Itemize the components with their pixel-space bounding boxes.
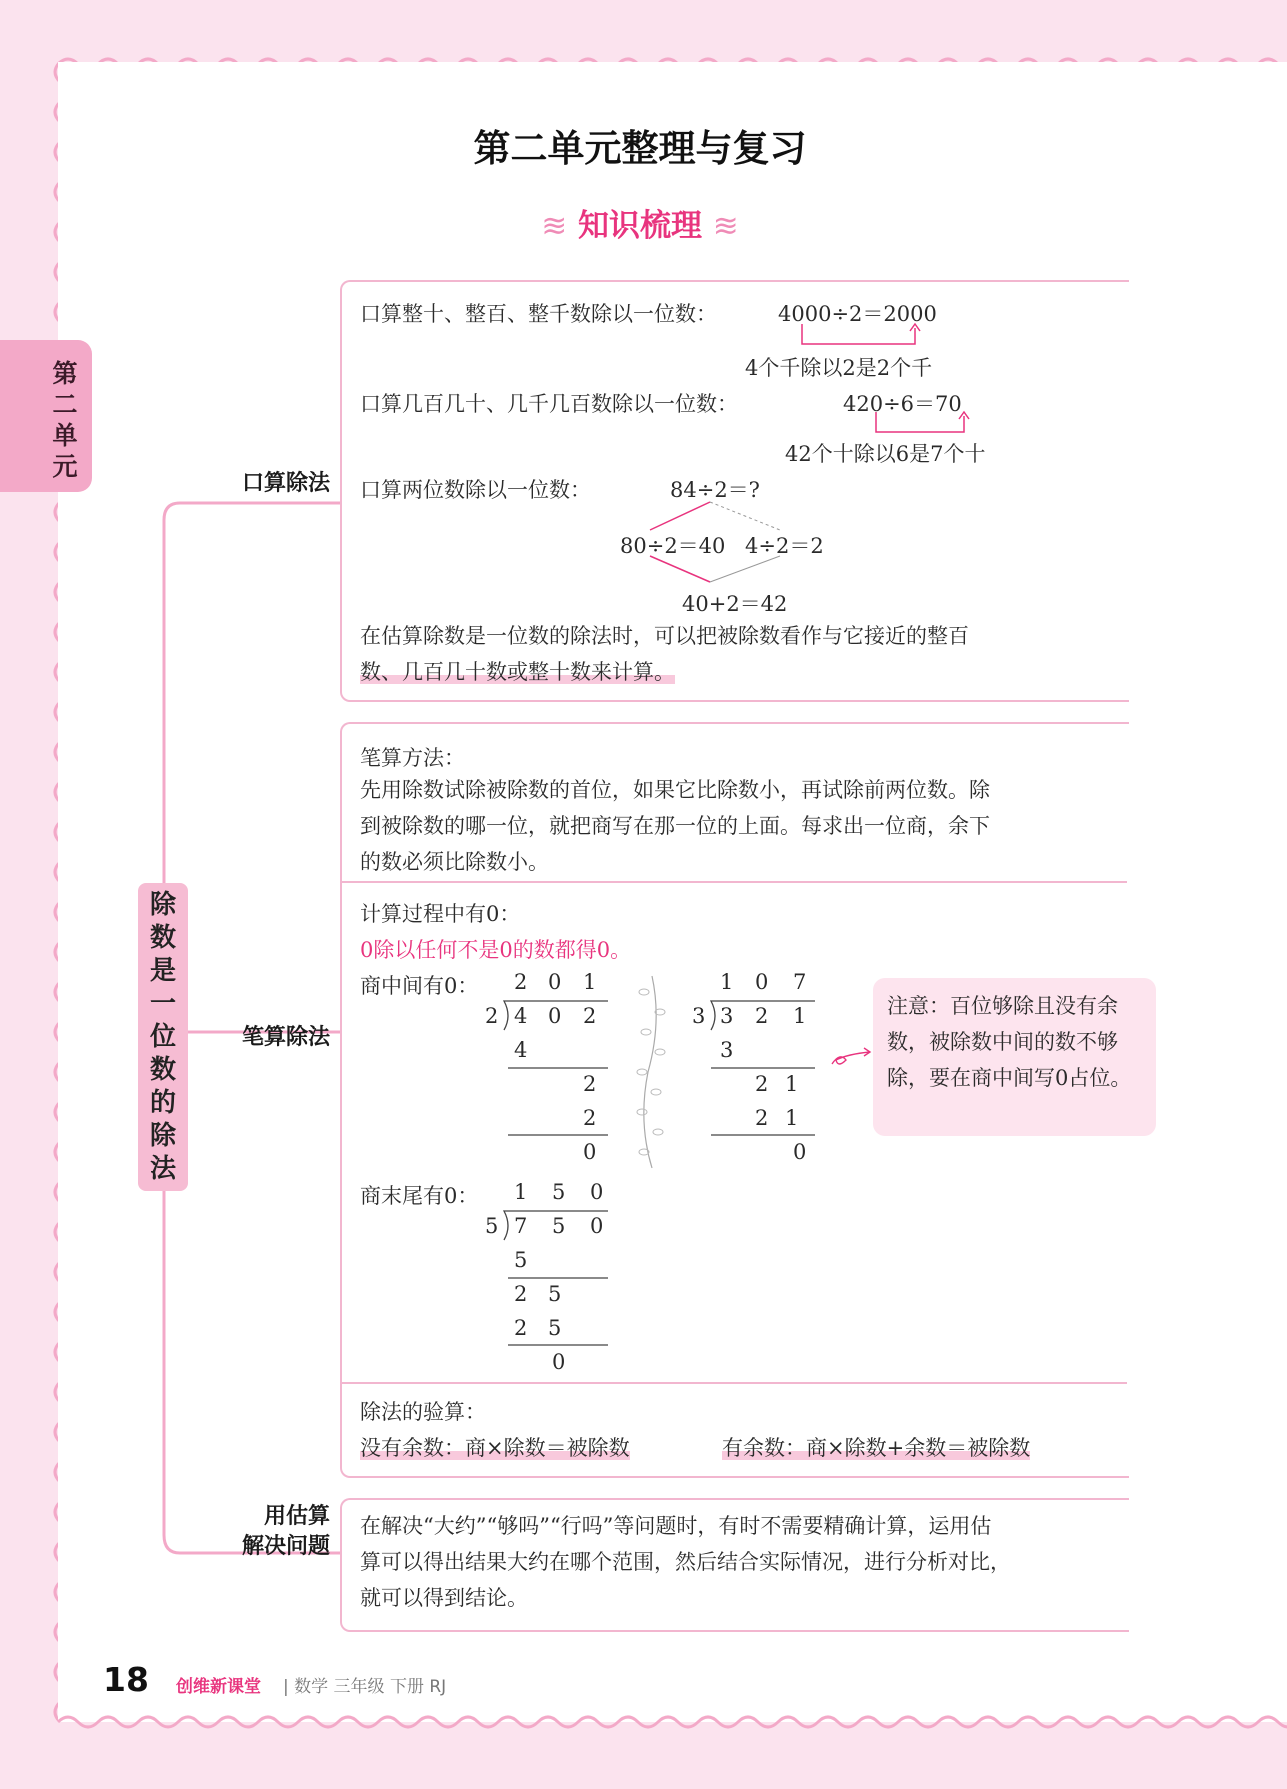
oral-line1-note: 4个千除以2是2个千 [745,356,933,380]
check-remainder-text: 有余数：商×除数+余数＝被除数 [722,1436,1031,1460]
oral-estimate-highlight: 数、几百几十数或整十数来计算。 [360,660,675,684]
div-b-r1: 3 [720,1038,734,1062]
oral-estimate-text [360,618,1120,690]
subtitle-text: 知识梳理 [578,208,702,244]
branch-oral-division: 口算除法 [241,471,330,496]
estimate-problem-text [360,1508,1120,1616]
note-pointer-icon [828,1042,876,1072]
section-subtitle [520,200,760,245]
written-method-line-3: 的数必须比除数小。 [360,850,549,874]
div-b-d2: 1 [793,1004,807,1028]
footer-brand: 创维新课堂 [176,1677,261,1697]
div-c-lines [490,1208,615,1348]
oral-line2-expr: 420÷6＝70 [843,392,962,416]
oral-estimate-line-2 [360,654,1120,690]
oral-line2-label: 口算几百几十、几千几百数除以一位数： [360,392,738,416]
div-b-d1: 2 [755,1004,769,1028]
div-a-r1: 4 [514,1038,528,1062]
div-a-q0: 2 [514,970,528,994]
div-c-r1: 5 [514,1248,528,1272]
attention-note [873,978,1156,1136]
written-check-remainder [722,1432,1030,1462]
branch-estimate-line-1: 用估算 [263,1504,330,1529]
written-end-zero-label: 商末尾有0： [360,1184,479,1208]
written-check-label: 除法的验算： [360,1400,486,1424]
branch-written-division: 笔算除法 [241,1025,330,1050]
div-c-divisor: 5 [485,1214,499,1238]
div-a-d2: 2 [583,1004,597,1028]
oral-line2-note: 42个十除以6是7个十 [785,442,986,466]
estimate-problem-line-2: 算可以得出结果大约在哪个范围，然后结合实际情况，进行分析对比， [360,1550,1011,1574]
oral-line3-left: 80÷2＝40 [620,534,726,558]
div-c-q1: 5 [552,1180,566,1204]
div-a-divisor: 2 [485,1004,499,1028]
check-no-remainder-text: 没有余数：商×除数＝被除数 [360,1436,630,1460]
div-b-d0: 3 [720,1004,734,1028]
unit-tab-label: 第二单元 [52,359,78,481]
written-method-label: 笔算方法： [360,746,465,770]
div-a-q2: 1 [583,970,597,994]
written-separator-2 [342,1382,1127,1384]
branch-estimate-problem [200,1502,330,1562]
oral-line1-arrow [780,322,930,350]
written-zero-rule: 0除以任何不是0的数都得0。 [360,938,632,962]
div-c-d2: 0 [590,1214,604,1238]
div-c-q0: 1 [514,1180,528,1204]
div-b-q0: 1 [720,970,734,994]
div-b-divisor: 3 [692,1004,706,1028]
oral-estimate-line-1: 在估算除数是一位数的除法时，可以把被除数看作与它接近的整百 [360,624,969,648]
oral-line3-right: 4÷2＝2 [745,534,824,558]
written-method-text [360,772,1120,880]
div-b-lines [697,998,822,1138]
oral-line3-sum: 40+2＝42 [682,592,788,616]
branch-estimate-line-2: 解决问题 [241,1534,330,1559]
oral-line2-arrow [860,410,980,438]
estimate-problem-line-3: 就可以得到结论。 [360,1586,528,1610]
div-b-r2: 2 1 [755,1072,799,1096]
written-method-line-1: 先用除数试除被除数的首位，如果它比除数小，再试除前两位数。除 [360,778,990,802]
wavy-bottom-border [58,1712,1287,1734]
footer-book-info: | 数学 三年级 下册 RJ [283,1677,447,1697]
page-number: 18 [103,1660,149,1699]
leaf-divider-icon [632,972,672,1172]
written-method-line-2: 到被除数的哪一位，就把商写在那一位的上面。每求出一位商，余下 [360,814,990,838]
div-a-d1: 0 [548,1004,562,1028]
div-b-q1: 0 [755,970,769,994]
oral-line1-expr: 4000÷2＝2000 [778,302,937,326]
div-b-q2: 7 [793,970,807,994]
oral-line3-label: 口算两位数除以一位数： [360,478,591,502]
div-a-lines [490,998,615,1138]
div-c-q2: 0 [590,1180,604,1204]
div-c-r3: 2 5 [514,1316,562,1340]
root-topic-label: 除数是一位数的除法 [149,890,176,1184]
wave-decoration-icon: ≋ [712,208,739,244]
div-a-r2: 2 [583,1072,597,1096]
unit-tab [0,340,92,492]
div-c-d0: 7 [514,1214,528,1238]
div-c-d1: 5 [552,1214,566,1238]
written-zero-label: 计算过程中有0： [360,902,521,926]
wave-decoration-icon: ≋ [541,208,568,244]
div-b-r3: 2 1 [755,1106,799,1130]
oral-line3-expr: 84÷2＝? [670,478,760,502]
div-a-q1: 0 [548,970,562,994]
written-separator-1 [342,881,1127,883]
div-a-r4: 0 [583,1140,597,1164]
attention-note-text: 注意：百位够除且没有余数，被除数中间的数不够除，要在商中间写0占位。 [887,994,1132,1090]
root-topic [138,883,188,1191]
div-c-r4: 0 [552,1350,566,1374]
div-b-r4: 0 [793,1140,807,1164]
oral-line1-label: 口算整十、整百、整千数除以一位数： [360,302,717,326]
page-title: 第二单元整理与复习 [473,127,807,170]
written-check-no-remainder [360,1432,630,1462]
div-a-r3: 2 [583,1106,597,1130]
div-c-r2: 2 5 [514,1282,562,1306]
div-a-d0: 4 [514,1004,528,1028]
written-mid-zero-label: 商中间有0： [360,974,479,998]
estimate-problem-line-1: 在解决“大约”“够吗”“行吗”等问题时，有时不需要精确计算，运用估 [360,1514,992,1538]
